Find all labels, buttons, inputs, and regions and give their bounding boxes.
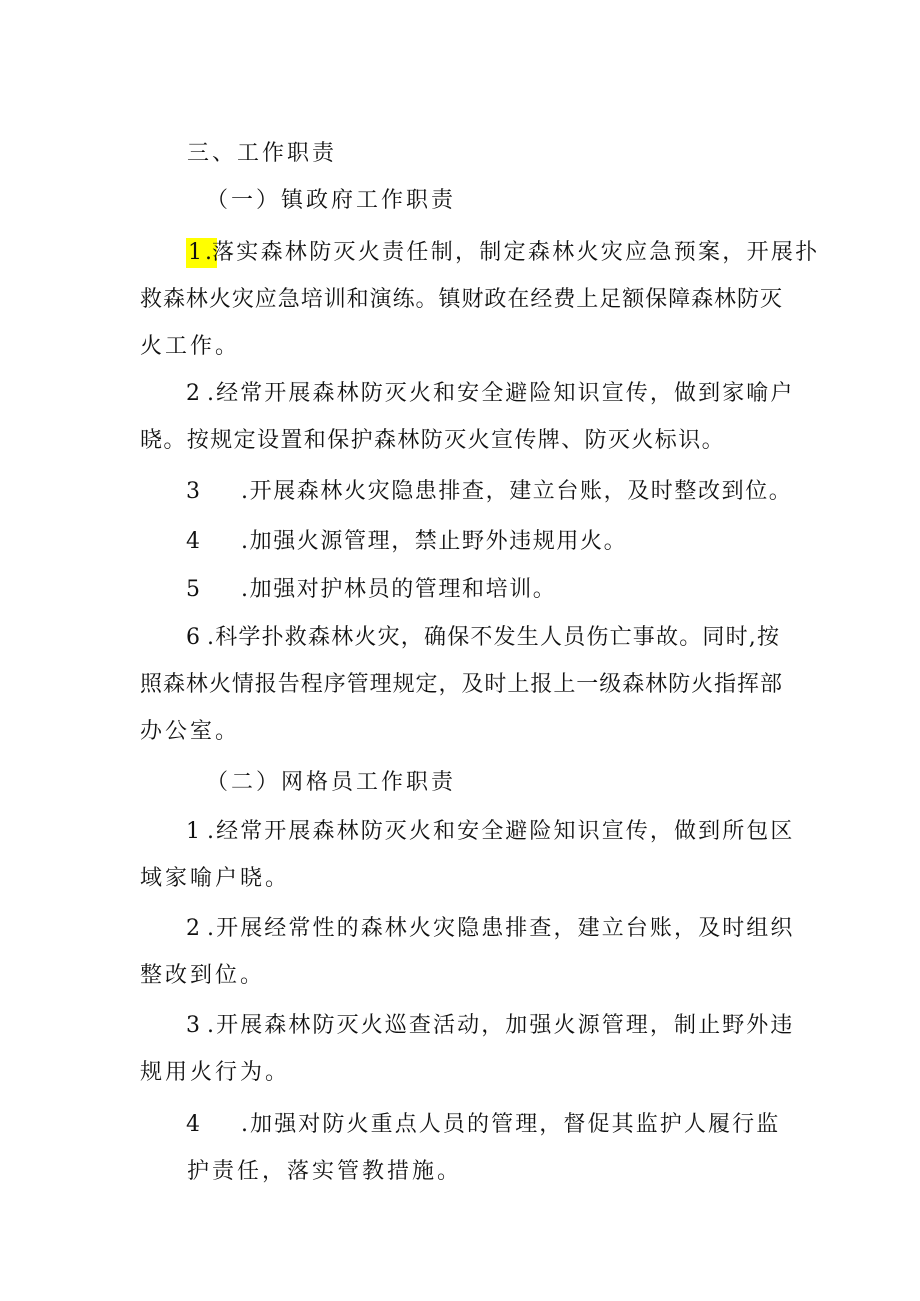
list-item-text: 整改到位。 bbox=[140, 963, 266, 988]
list-item-text: .经常开展森林防灭火和安全避险知识宣传，做到所包区 bbox=[207, 819, 795, 844]
list-item-text: .开展经常性的森林火灾隐患排查，建立台账，及时组织 bbox=[207, 916, 795, 941]
list-item-text: 火工作。 bbox=[140, 334, 241, 359]
list-item-text: .经常开展森林防灭火和安全避险知识宣传，做到家喻户 bbox=[207, 381, 795, 406]
section-heading: 三、工作职责 bbox=[187, 141, 338, 166]
list-item-text: 域家喻户晓。 bbox=[140, 866, 291, 891]
list-item-text: 规用火行为。 bbox=[140, 1060, 291, 1085]
list-item-text: 落实森林防灭火责任制，制定森林火灾应急预案，开展扑 bbox=[212, 240, 820, 265]
list-item-number: 3 bbox=[186, 1013, 203, 1038]
list-item-text: .加强对防火重点人员的管理，督促其监护人履行监 bbox=[241, 1112, 781, 1137]
list-item-text: .开展森林防灭火巡查活动，加强火源管理，制止野外违 bbox=[207, 1013, 795, 1038]
list-item-text: 护责任，落实管教措施。 bbox=[187, 1159, 463, 1184]
list-item-number: 1 bbox=[186, 819, 203, 844]
list-item-text: 晓。按规定设置和保护森林防灭火宣传牌、防灭火标识。 bbox=[140, 428, 726, 453]
list-item-number: 3 bbox=[186, 479, 203, 504]
list-item-number: 1. bbox=[186, 238, 217, 268]
list-item-number: 2 bbox=[186, 381, 203, 406]
list-item-text: .加强对护林员的管理和培训。 bbox=[241, 577, 557, 602]
list-item-text: .加强火源管理，禁止野外违规用火。 bbox=[241, 529, 628, 554]
subsection-heading-one: （一）镇政府工作职责 bbox=[206, 188, 457, 213]
list-item-number: 4 bbox=[186, 1112, 203, 1137]
list-item-text: .开展森林火灾隐患排查，建立台账，及时整改到位。 bbox=[241, 479, 793, 504]
subsection-heading-two: （二）网格员工作职责 bbox=[206, 770, 457, 795]
list-item-text: .科学扑救森林火灾，确保不发生人员伤亡事故。同时,按 bbox=[207, 625, 781, 650]
list-item-number: 5 bbox=[186, 577, 203, 602]
list-item-text: 照森林火情报告程序管理规定，及时上报上一级森林防火指挥部 bbox=[140, 672, 782, 697]
list-item-number: 2 bbox=[186, 916, 203, 941]
list-item-number: 6 bbox=[186, 625, 203, 650]
list-item-text: 办公室。 bbox=[140, 719, 241, 744]
list-item-text: 救森林火灾应急培训和演练。镇财政在经费上足额保障森林防灭 bbox=[140, 287, 782, 312]
list-item-number: 4 bbox=[186, 529, 203, 554]
